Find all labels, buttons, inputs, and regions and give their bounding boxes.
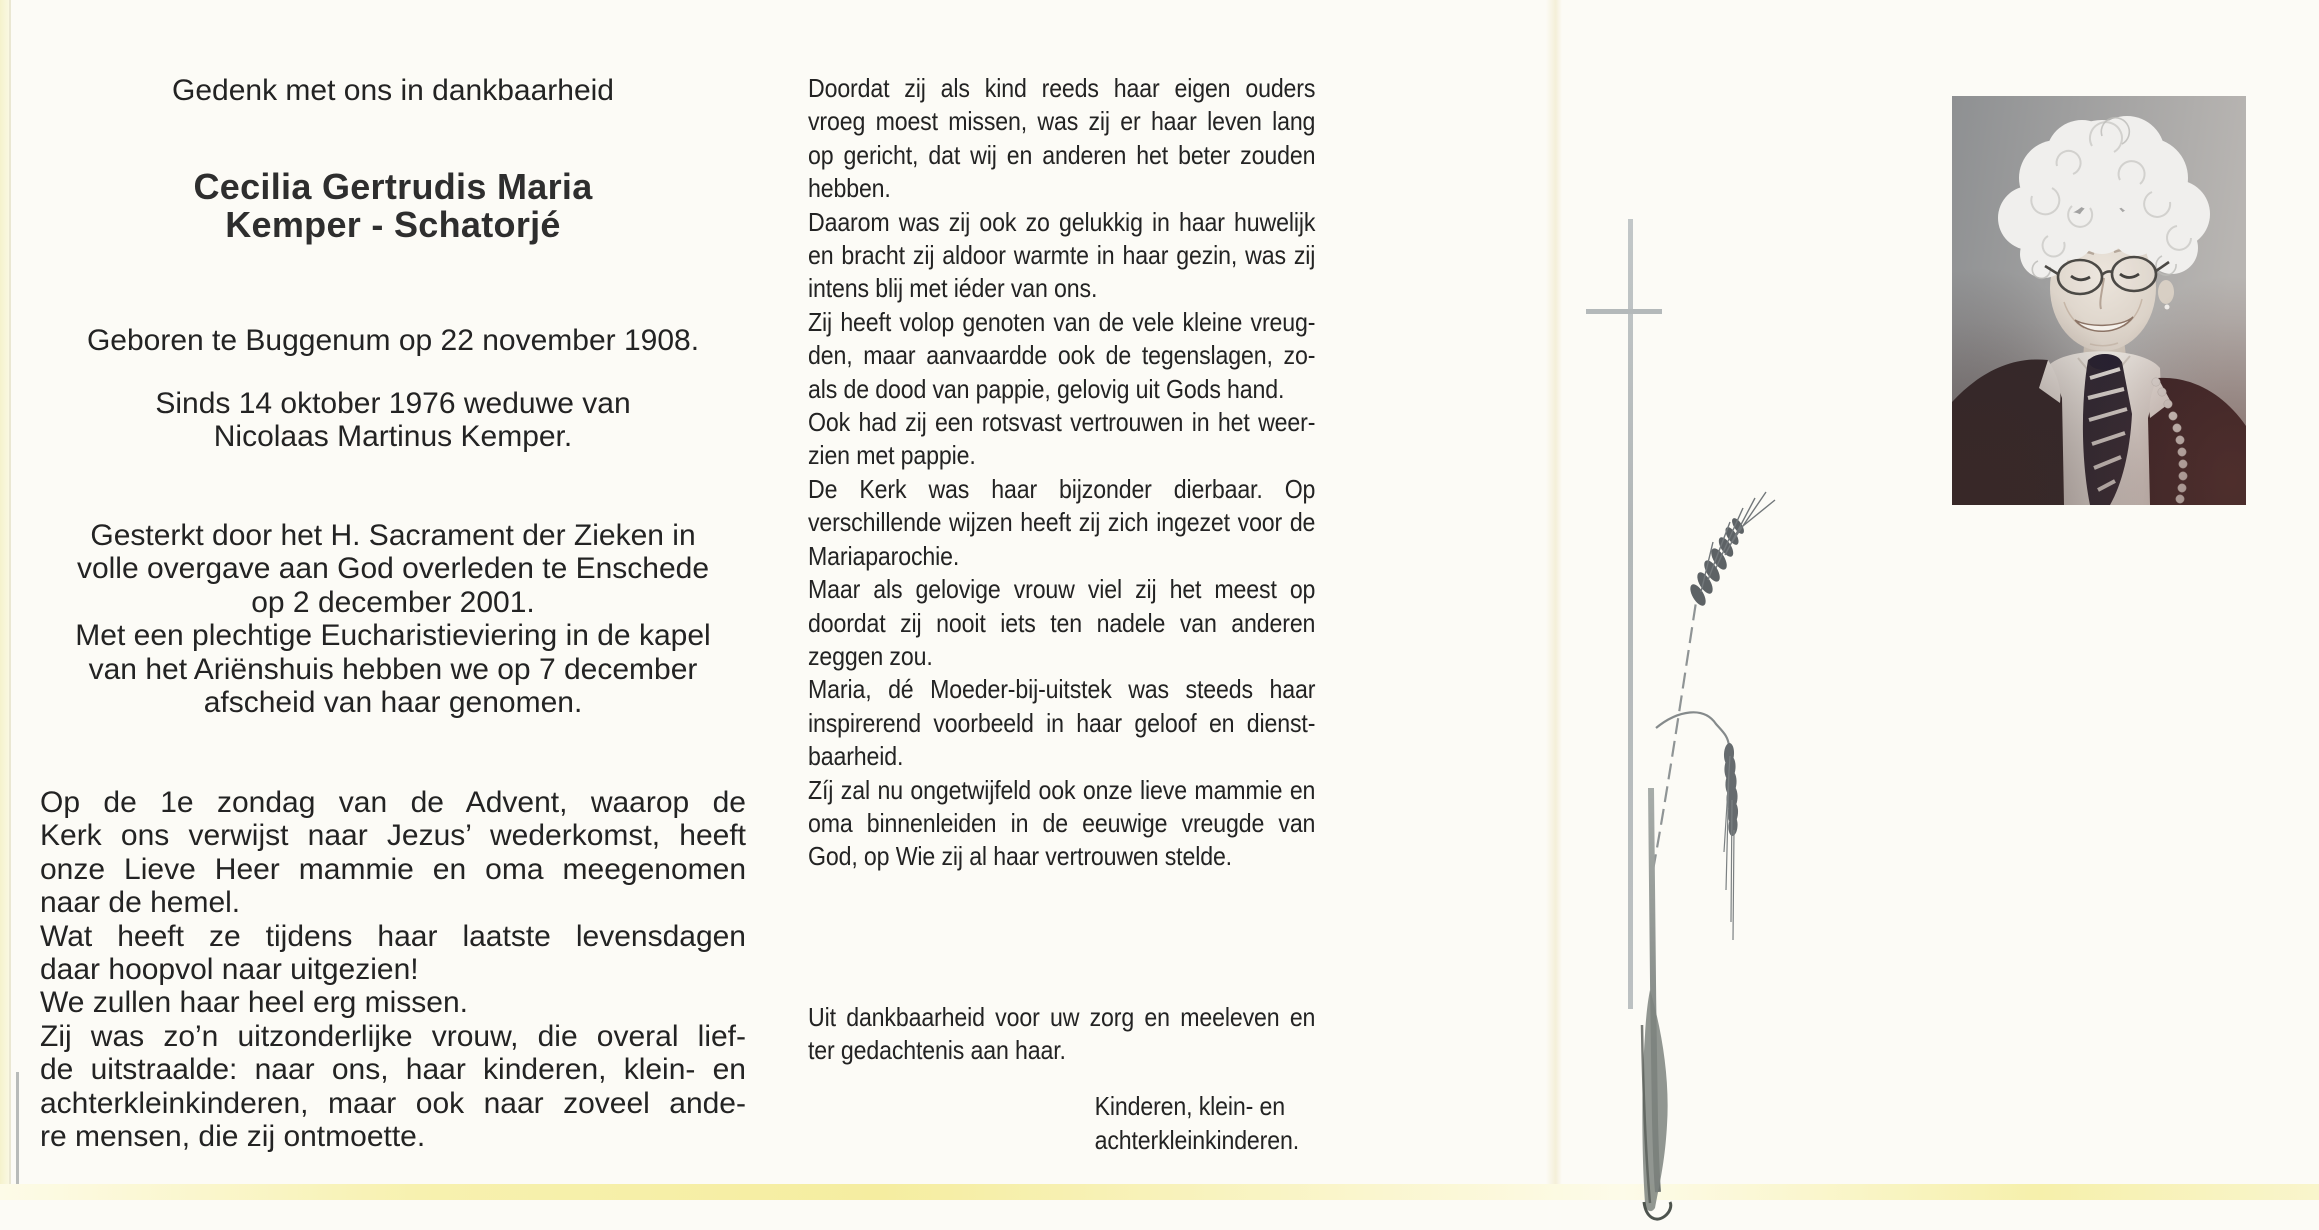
text-line: doordat zij nooit iets ten nadele van anderen: [808, 607, 1316, 638]
text-line: Gesterkt door het H. Sacrament der Zieken in: [90, 519, 696, 552]
middle-panel: [808, 0, 1315, 1200]
life-paragraph: [808, 206, 1315, 306]
text-line: oma binnenleiden in de eeuwige vreugde van: [808, 807, 1316, 838]
text-line: De Kerk was haar bijzonder dierbaar. Op: [808, 473, 1316, 504]
text-line: Kerk ons verwijst naar Jezus’ wederkomst, heeft: [40, 819, 746, 853]
text-line: Geboren te Buggenum op 22 november 1908.: [86, 324, 700, 357]
portrait-photo: [1952, 96, 2246, 505]
text-line: Daarom was zij ook zo gelukkig in haar huwelijk: [808, 206, 1316, 237]
text-line: volle overgave aan God overleden te Enschede: [76, 552, 710, 586]
text-line: achterkleinkinderen.: [1094, 1125, 1300, 1155]
text-line: ter gedachtenis aan haar.: [808, 1035, 1066, 1066]
text-line: Uit dankbaarheid voor uw zorg en meeleven en: [808, 1002, 1316, 1032]
text-line: Zíj zal nu ongetwijfeld ook onze lieve mammie en: [808, 774, 1316, 805]
text-line: onze Lieve Heer mammie en oma meegenomen: [40, 852, 746, 886]
life-paragraph: [808, 406, 1315, 473]
text-line: Ook had zij een rotsvast vertrouwen in het weer-: [808, 407, 1316, 438]
text-line: op gericht, dat wij en anderen het beter zouden: [808, 139, 1316, 170]
text-line: Nicolaas Martinus Kemper.: [213, 420, 573, 454]
text-line: en bracht zij aldoor warmte in haar gezin, was zij: [808, 240, 1316, 271]
text-line: Op de 1e zondag van de Advent, waarop de: [40, 786, 746, 819]
life-paragraph: [808, 774, 1315, 874]
text-line: Sinds 14 oktober 1976 weduwe van: [155, 387, 631, 420]
text-line: Zij was zo’n uitzonderlijke vrouw, die overal lief-: [40, 1019, 746, 1053]
text-line: achterkleinkinderen, maar ook naar zoveel ande-: [40, 1086, 746, 1120]
life-paragraph: [808, 573, 1315, 673]
text-line: naar de hemel.: [40, 886, 241, 920]
text-line: Zij heeft volop genoten van de vele kleine vreug-: [808, 306, 1316, 337]
text-line: Gedenk met ons in dankbaarheid: [172, 74, 614, 107]
text-line: Maar als gelovige vrouw viel zij het meest op: [808, 574, 1316, 605]
farewell-paragraph: [40, 986, 746, 1019]
text-line: van het Ariënshuis hebben we op 7 december: [88, 652, 698, 686]
text-line: re mensen, die zij ontmoette.: [40, 1120, 426, 1154]
text-line: intens blij met iéder van ons.: [808, 273, 1098, 304]
farewell-paragraph: [40, 920, 746, 987]
text-line: als de dood van pappie, gelovig uit Gods hand.: [808, 373, 1285, 404]
text-line: Mariaparochie.: [808, 540, 960, 571]
text-line: hebben.: [808, 173, 891, 204]
life-story-block: [808, 72, 1315, 874]
deceased-name: [40, 168, 746, 244]
text-line: Kemper - Schatorjé: [225, 204, 561, 245]
scan-edge-left: [0, 0, 9, 1200]
text-line: afscheid van haar genomen.: [203, 686, 583, 720]
life-paragraph: [808, 72, 1315, 206]
death-block: [40, 519, 746, 719]
text-line: daar hoopvol naar uitgezien!: [40, 953, 419, 987]
farewell-paragraph: [40, 1020, 746, 1154]
text-line: den, maar aanvaardde ook de tegenslagen, zo-: [808, 340, 1316, 371]
thanks-block: [808, 1001, 1315, 1068]
scan-corner-mark: [16, 1072, 19, 1184]
text-line: zien met pappie.: [808, 440, 976, 471]
wheat-stalk-icon: [1580, 470, 1820, 1230]
text-line: God, op Wie zij al haar vertrouwen stelde.: [808, 841, 1232, 872]
text-line: inspirerend voorbeeld in haar geloof en dienst-: [808, 707, 1316, 738]
birth-line: [40, 324, 746, 357]
farewell-block: [40, 786, 746, 1153]
left-panel: [40, 0, 746, 1200]
life-paragraph: [808, 473, 1315, 573]
card-fold-line: [1546, 0, 1562, 1184]
text-line: Kinderen, klein- en: [1094, 1091, 1285, 1121]
text-line: de uitstraalde: naar ons, haar kinderen, klein- en: [40, 1053, 746, 1087]
signature-block: [808, 1089, 1315, 1157]
text-line: op 2 december 2001.: [251, 585, 535, 619]
text-line: Met een plechtige Eucharistieviering in de kapel: [75, 619, 711, 653]
text-line: baarheid.: [808, 741, 904, 772]
cross-icon-bar: [1586, 309, 1662, 314]
text-line: Cecilia Gertrudis Maria: [193, 166, 593, 207]
life-paragraph: [808, 306, 1315, 406]
text-line: verschillende wijzen heeft zij zich ingezet voor de: [808, 507, 1316, 538]
text-line: Maria, dé Moeder-bij-uitstek was steeds haar: [808, 674, 1316, 705]
farewell-paragraph: [40, 786, 746, 920]
text-line: Wat heeft ze tijdens haar laatste levensdagen: [40, 919, 746, 953]
text-line: Doordat zij als kind reeds haar eigen ouders: [808, 73, 1316, 103]
text-line: zeggen zou.: [808, 640, 933, 671]
greeting-line: [40, 74, 746, 107]
text-line: We zullen haar heel erg missen.: [40, 986, 468, 1020]
scan-edge-left-line: [9, 0, 11, 1200]
text-line: vroeg moest missen, was zij er haar leven lang: [808, 106, 1316, 137]
widow-block: [40, 387, 746, 454]
life-paragraph: [808, 673, 1315, 773]
